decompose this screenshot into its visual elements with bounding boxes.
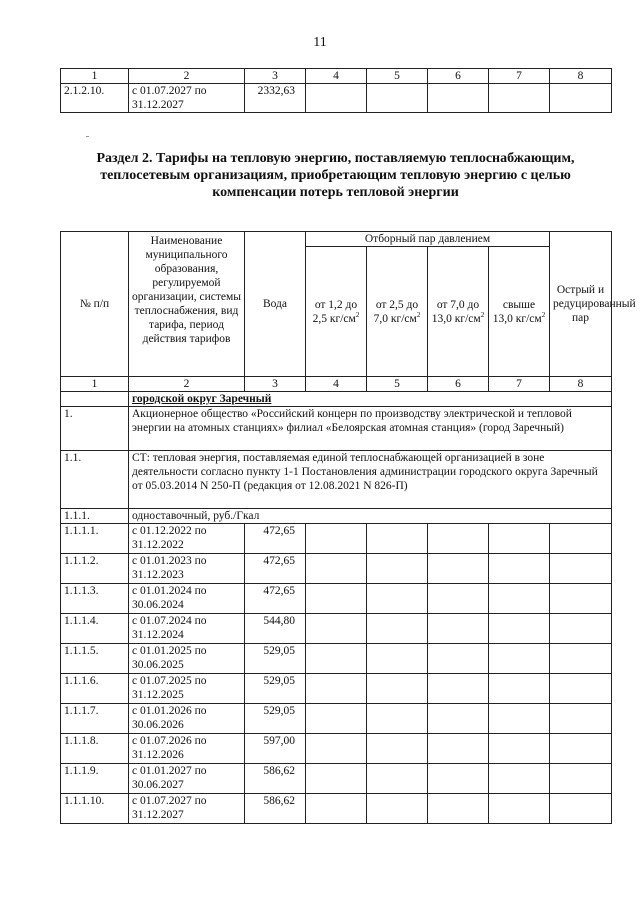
row-water: 586,62 <box>245 764 306 794</box>
row-num: 2.1.2.10. <box>61 84 129 113</box>
row-period: с 01.07.2026 по 31.12.2026 <box>129 734 245 764</box>
org-name: Акционерное общество «Российский концерн по производству электрической и тепловой энергии на атомных станциях» филиал «Белоярская атомная станция» (город Заречный) <box>129 407 612 451</box>
row-empty-cell <box>306 584 367 614</box>
header-num-4: 4 <box>306 69 367 84</box>
row-empty-cell <box>367 614 428 644</box>
row-empty-cell <box>306 734 367 764</box>
row-num: 1.1.1.2. <box>61 554 129 584</box>
table-row <box>61 644 612 674</box>
table-row <box>61 794 612 824</box>
row-empty-cell <box>367 764 428 794</box>
row-empty-cell <box>489 764 550 794</box>
header-name: Наименование муниципального образования, регулируемой организации, системы теплоснабжения, вид тарифа, период действия тарифов <box>129 232 245 377</box>
row-empty-cell <box>550 794 612 824</box>
tariff-type-num: 1.1.1. <box>61 509 129 524</box>
row-water: 529,05 <box>245 704 306 734</box>
table-row <box>61 674 612 704</box>
row-period: с 01.01.2027 по 30.06.2027 <box>129 764 245 794</box>
header-num-7: 7 <box>489 69 550 84</box>
row-empty-cell <box>428 524 489 554</box>
row-num: 1.1.1.10. <box>61 794 129 824</box>
row-empty-cell <box>428 734 489 764</box>
row-empty-cell <box>428 674 489 704</box>
row-empty-cell <box>306 614 367 644</box>
header-num-3: 3 <box>245 69 306 84</box>
table-row <box>61 554 612 584</box>
header-num-7: 7 <box>489 377 550 392</box>
org-num: 1. <box>61 407 129 451</box>
row-water: 472,65 <box>245 584 306 614</box>
row-empty-cell <box>367 644 428 674</box>
header-num-2: 2 <box>129 69 245 84</box>
header-num-1: 1 <box>61 377 129 392</box>
row-num: 1.1.1.6. <box>61 674 129 704</box>
row-empty-cell <box>489 674 550 704</box>
row-empty-cell <box>489 734 550 764</box>
row-period: с 01.07.2024 по 31.12.2024 <box>129 614 245 644</box>
row-empty-cell <box>489 794 550 824</box>
table-row <box>61 524 612 554</box>
row-num: 1.1.1.4. <box>61 614 129 644</box>
scan-mark <box>86 136 89 137</box>
row-period: с 01.12.2022 по 31.12.2022 <box>129 524 245 554</box>
row-empty-cell <box>550 764 612 794</box>
system-name: СТ: тепловая энергия, поставляемая единой теплоснабжающей организацией в зоне деятельности согласно пункту 1-1 Постановления администрации городского округа Заречный от 05.03.2014 N 250-П (редакция от 12.08.2021 N 826-П) <box>129 451 612 509</box>
row-empty-cell <box>550 524 612 554</box>
row-period: с 01.01.2023 по 31.12.2023 <box>129 554 245 584</box>
header-steam-group: Отборный пар давлением <box>306 232 550 247</box>
row-water: 529,05 <box>245 644 306 674</box>
row-water: 472,65 <box>245 524 306 554</box>
system-num: 1.1. <box>61 451 129 509</box>
municipality: городской округ Заречный <box>129 392 612 407</box>
row-water: 597,00 <box>245 734 306 764</box>
header-num-5: 5 <box>367 377 428 392</box>
row-empty-cell <box>306 644 367 674</box>
row-empty-cell <box>306 764 367 794</box>
row-num: 1.1.1.3. <box>61 584 129 614</box>
row-num: 1.1.1.9. <box>61 764 129 794</box>
row-period: с 01.07.2027 по 31.12.2027 <box>129 794 245 824</box>
header-steam-1: от 1,2 до 2,5 $кг/см^2$ <box>306 247 367 377</box>
row-period: с 01.01.2025 по 30.06.2025 <box>129 644 245 674</box>
row-water: 529,05 <box>245 674 306 704</box>
header-num: № п/п <box>61 232 129 377</box>
header-steam-2: от 2,5 до 7,0 $кг/см^2$ <box>367 247 428 377</box>
row-empty-cell <box>428 584 489 614</box>
page-number: 11 <box>313 35 327 50</box>
row-num: 1.1.1.7. <box>61 704 129 734</box>
row-empty-cell <box>489 554 550 584</box>
row-empty-cell <box>489 644 550 674</box>
row-water: 544,80 <box>245 614 306 644</box>
row-empty-cell <box>489 584 550 614</box>
row-num: 1.1.1.1. <box>61 524 129 554</box>
row-num: 1.1.1.5. <box>61 644 129 674</box>
row-empty-cell <box>428 554 489 584</box>
header-num-6: 6 <box>428 377 489 392</box>
row-empty-cell <box>367 734 428 764</box>
row-empty-cell <box>367 674 428 704</box>
header-sharp-steam: Острый и редуцированный пар <box>550 232 612 377</box>
row-empty-cell <box>428 644 489 674</box>
row-empty-cell <box>550 674 612 704</box>
table-row <box>61 704 612 734</box>
row-period: с 01.01.2024 по 30.06.2024 <box>129 584 245 614</box>
row-empty-cell <box>550 644 612 674</box>
row-period: с 01.07.2025 по 31.12.2025 <box>129 674 245 704</box>
row-empty-cell <box>306 704 367 734</box>
row-empty-cell <box>367 524 428 554</box>
row-empty-cell <box>428 704 489 734</box>
tariff-type: одноставочный, руб./Гкал <box>129 509 612 524</box>
table-row <box>61 584 612 614</box>
header-water: Вода <box>245 232 306 377</box>
row-empty-cell <box>367 584 428 614</box>
header-num-2: 2 <box>129 377 245 392</box>
row-empty-cell <box>428 794 489 824</box>
row-empty-cell <box>306 554 367 584</box>
header-steam-3: от 7,0 до 13,0 $кг/см^2$ <box>428 247 489 377</box>
row-empty-cell <box>550 704 612 734</box>
row-empty-cell <box>489 614 550 644</box>
table-row <box>61 614 612 644</box>
row-empty-cell <box>550 554 612 584</box>
table-row <box>61 764 612 794</box>
table-row <box>61 734 612 764</box>
row-empty-cell <box>489 524 550 554</box>
row-empty-cell <box>306 794 367 824</box>
row-period: с 01.01.2026 по 30.06.2026 <box>129 704 245 734</box>
row-water: 2332,63 <box>245 84 306 113</box>
header-num-5: 5 <box>367 69 428 84</box>
row-empty-cell <box>550 614 612 644</box>
header-num-6: 6 <box>428 69 489 84</box>
row-empty-cell <box>306 524 367 554</box>
row-empty-cell <box>550 584 612 614</box>
row-num: 1.1.1.8. <box>61 734 129 764</box>
row-water: 586,62 <box>245 794 306 824</box>
tariff-table <box>60 231 636 824</box>
header-num-8: 8 <box>550 69 612 84</box>
row-empty-cell <box>428 764 489 794</box>
table-row <box>61 84 612 113</box>
row-empty-cell <box>550 734 612 764</box>
row-empty-cell <box>489 704 550 734</box>
header-steam-4: свыше 13,0 $кг/см^2$ <box>489 247 550 377</box>
header-num-1: 1 <box>61 69 129 84</box>
row-empty-cell <box>367 554 428 584</box>
row-empty-cell <box>428 614 489 644</box>
row-empty-cell <box>306 674 367 704</box>
header-num-4: 4 <box>306 377 367 392</box>
row-water: 472,65 <box>245 554 306 584</box>
header-num-8: 8 <box>550 377 612 392</box>
row-empty-cell <box>367 794 428 824</box>
row-period: с 01.07.2027 по 31.12.2027 <box>129 84 245 113</box>
top-table <box>60 68 612 113</box>
header-num-3: 3 <box>245 377 306 392</box>
section-title: Раздел 2. Тарифы на тепловую энергию, поставляемую теплоснабжающим, теплосетевым организациям, приобретающим тепловую энергию с целью компенсации потерь тепловой энергии <box>96 151 575 200</box>
row-empty-cell <box>367 704 428 734</box>
